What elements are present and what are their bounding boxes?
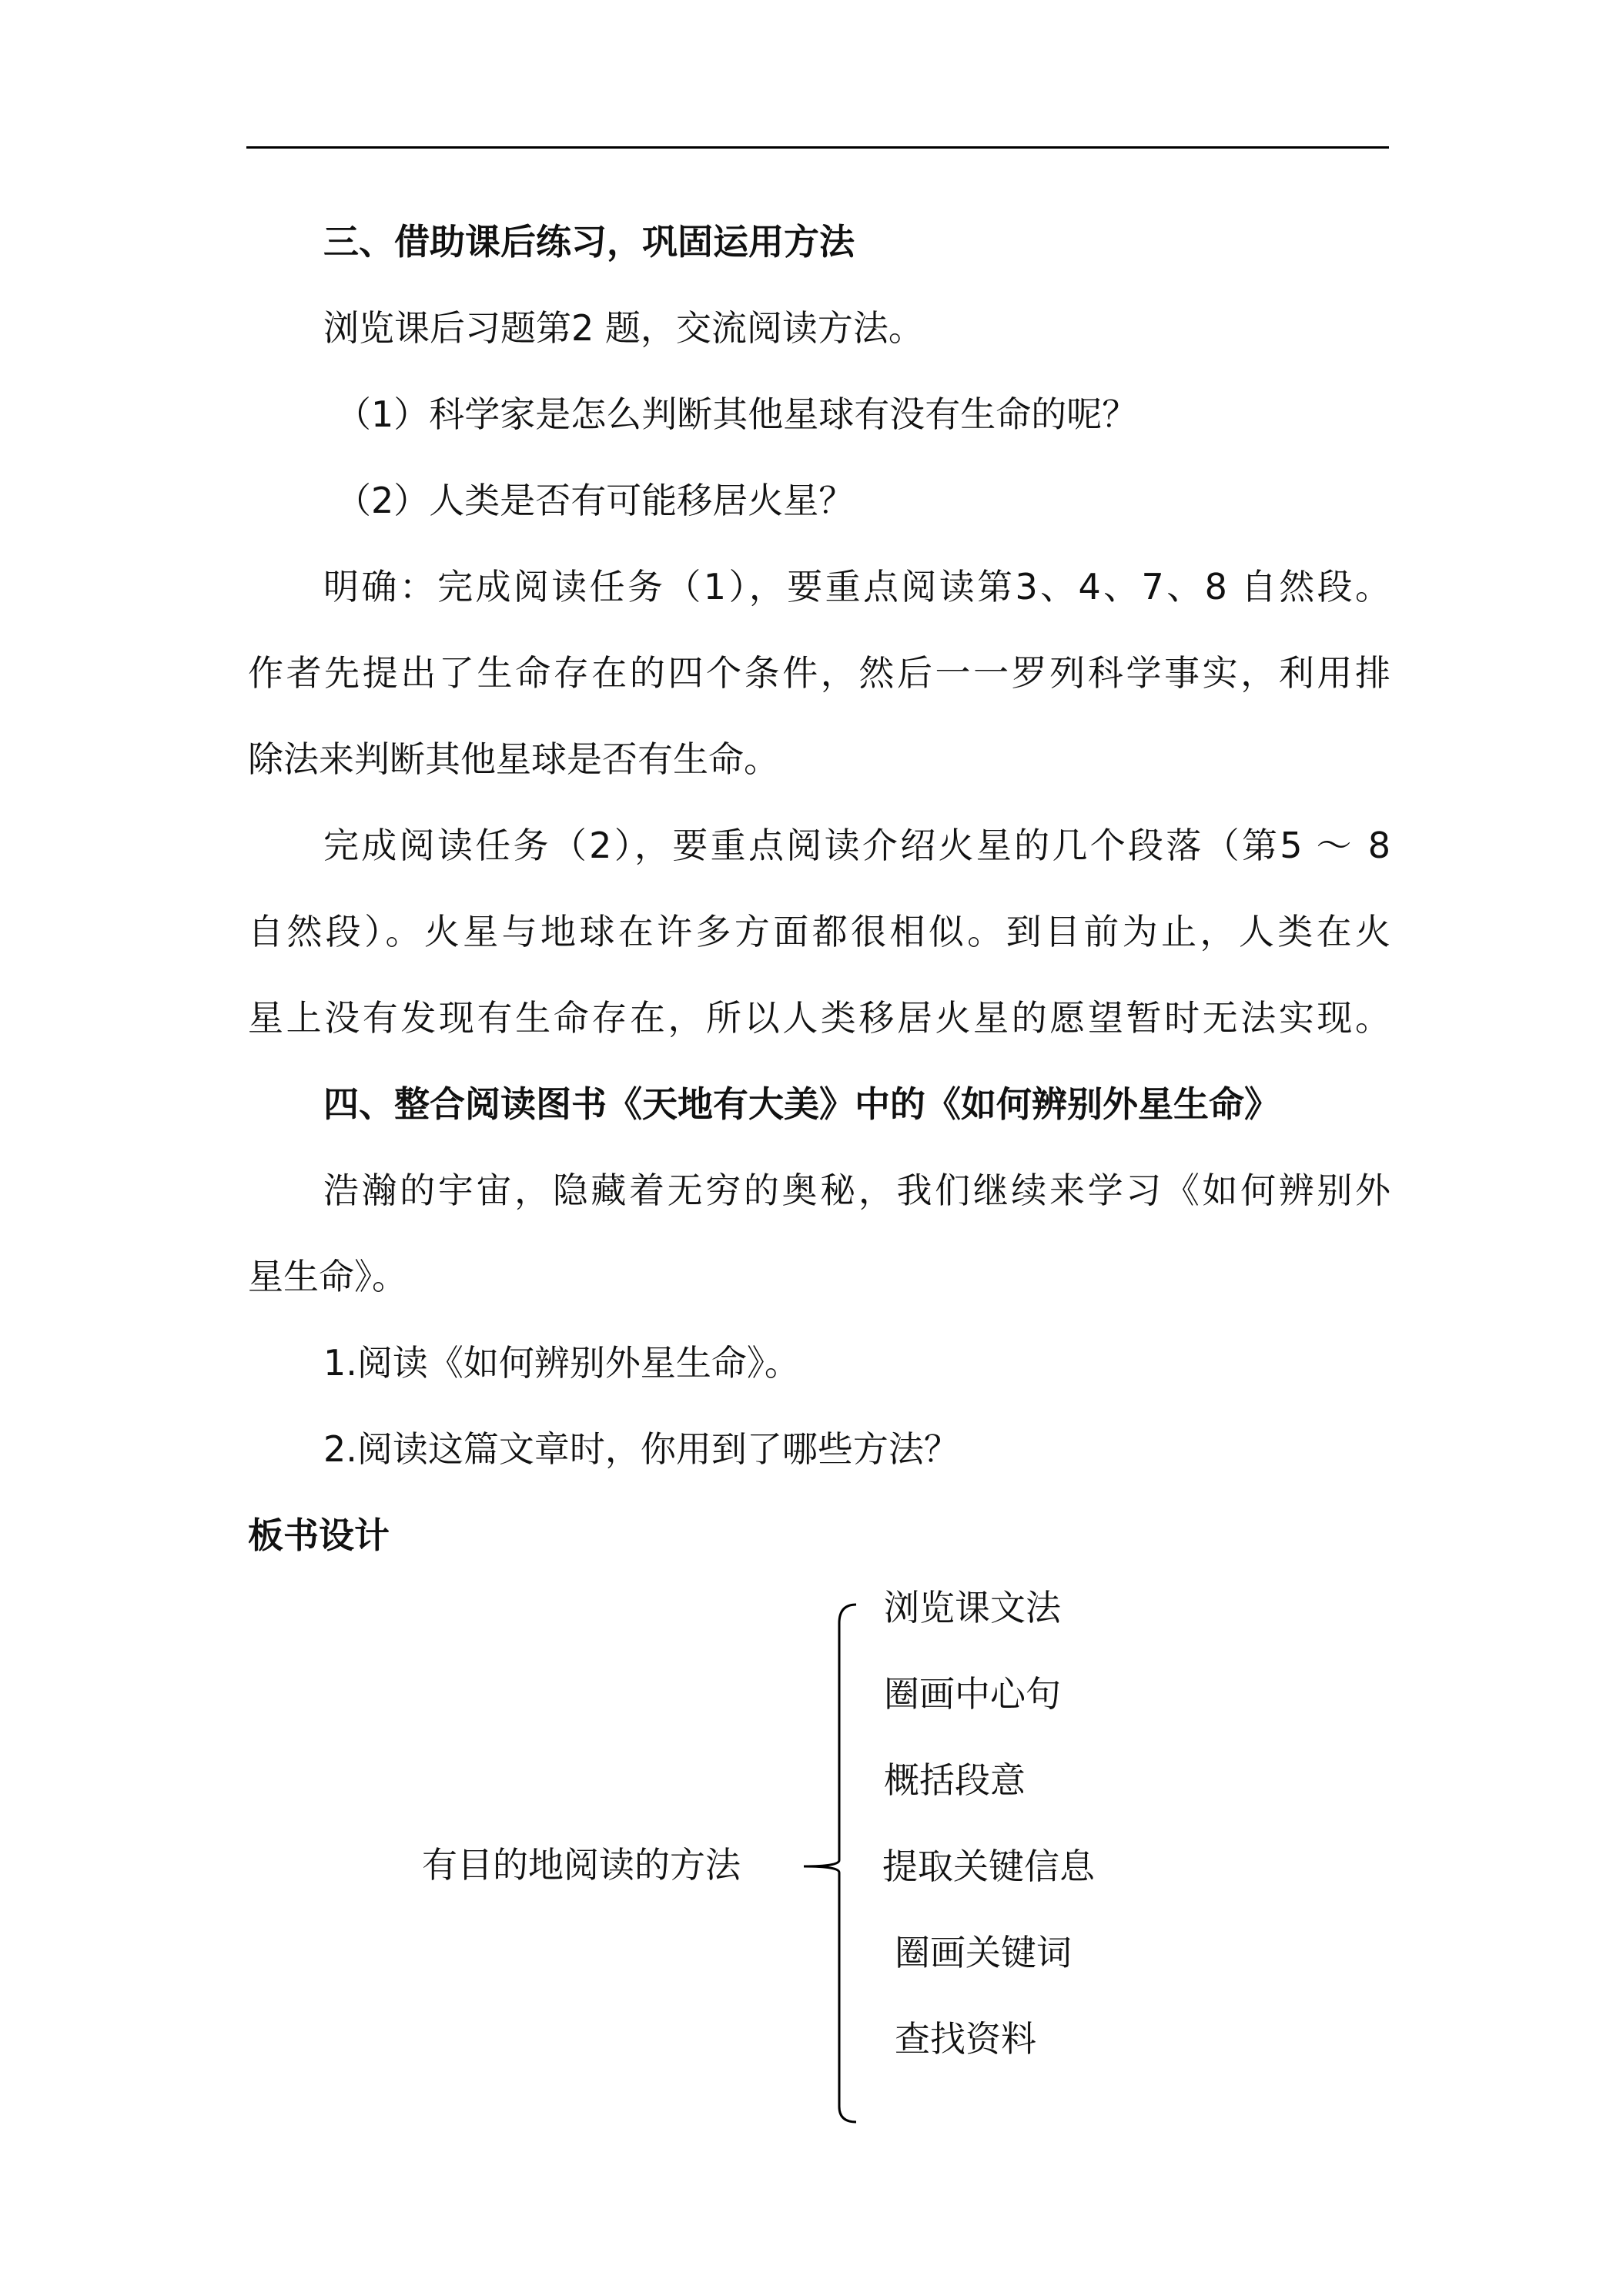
- board-item-look-up-materials: 查找资料: [895, 2018, 1036, 2060]
- answer-2-line-2: 自然段）。火星与地球在许多方面都很相似。到目前为止，人类在火: [248, 911, 1390, 952]
- answer-1-line-3: 除法来判断其他星球是否有生命。: [248, 738, 779, 780]
- answer-2-line-1: 完成阅读任务（2），要重点阅读介绍火星的几个段落（第5 ～ 8: [323, 825, 1390, 866]
- section-3-heading: 三、借助课后练习，巩固运用方法: [323, 221, 855, 263]
- section-4-item-1: 1.阅读《如何辨别外星生命》。: [323, 1342, 800, 1384]
- board-item-extract-key-info: 提取关键信息: [882, 1846, 1095, 1887]
- question-2: （2）人类是否有可能移居火星？: [336, 480, 855, 521]
- header-rule: [246, 146, 1389, 149]
- section-4-paragraph-line-1: 浩瀚的宇宙，隐藏着无穷的奥秘，我们继续来学习《如何辨别外: [323, 1170, 1390, 1211]
- section-4-heading: 四、整合阅读图书《天地有大美》中的《如何辨别外星生命》: [323, 1083, 1280, 1125]
- board-item-mark-key-words: 圈画关键词: [895, 1932, 1072, 1973]
- board-item-mark-central-sentence: 圈画中心句: [884, 1673, 1061, 1715]
- board-root-label: 有目的地阅读的方法: [422, 1844, 741, 1886]
- board-item-browse-text: 浏览课文法: [884, 1587, 1061, 1628]
- board-item-summarize-paragraph: 概括段意: [884, 1759, 1026, 1801]
- question-1: （1）科学家是怎么判断其他星球有没有生命的呢？: [336, 393, 1138, 435]
- board-design-heading: 板书设计: [248, 1514, 390, 1556]
- answer-2-line-3: 星上没有发现有生命存在，所以人类移居火星的愿望暂时无法实现。: [248, 997, 1390, 1039]
- answer-1-line-2: 作者先提出了生命存在的四个条件，然后一一罗列科学事实，利用排: [248, 652, 1390, 694]
- board-brace: [801, 1602, 862, 2125]
- answer-1-line-1: 明确：完成阅读任务（1），要重点阅读第3、4、7、8 自然段。: [323, 566, 1390, 607]
- section-4-paragraph-line-2: 星生命》。: [248, 1256, 407, 1297]
- section-4-item-2: 2.阅读这篇文章时，你用到了哪些方法？: [323, 1428, 959, 1470]
- section-3-intro: 浏览课后习题第2 题，交流阅读方法。: [323, 307, 924, 349]
